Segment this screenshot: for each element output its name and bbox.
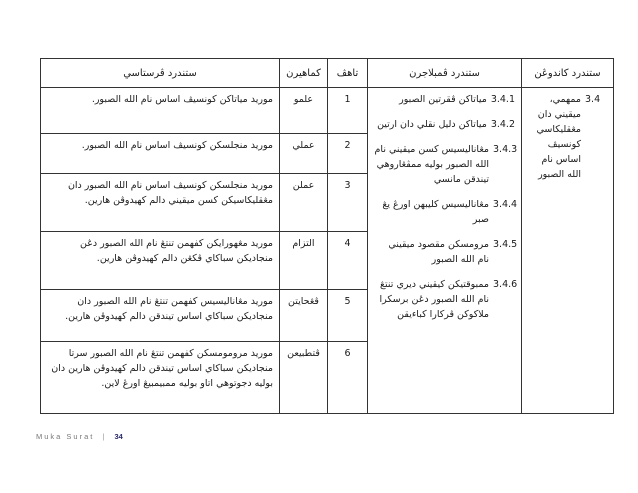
footer-label: Muka Surat — [36, 432, 95, 441]
level-cell: 5 — [328, 290, 368, 342]
sp-code: 3.4.3 — [493, 144, 518, 155]
list-item — [374, 117, 515, 132]
list-item — [374, 197, 518, 227]
page-footer — [36, 432, 123, 441]
descriptor-cell: موريد منجلسکن کونسيڤ اساس نام الله الصبور دان مڠقليکاسيکن کسن ميقيني دالم کهيدوڤن هارين. — [41, 174, 280, 232]
list-item — [374, 237, 518, 267]
descriptor-cell: موريد مرومومسکن کفهمن تنتڠ نام الله الصبور سرتا منجاديکن سباکاي اساس تيندقن دالم کهيدوڤن هارين دان بوليه دجوتوهي اتاو بوليه ممبيمبيڠ اورڠ لاين. — [41, 342, 280, 414]
list-item — [374, 142, 518, 187]
sp-code: 3.4.4 — [492, 199, 518, 210]
standard-kandungan-item — [528, 92, 607, 182]
sp-text: مياتاکن ڤقرتين الصبور — [399, 94, 487, 105]
header-standard-kandungan: ستندرد کاندوڠن — [522, 59, 614, 88]
level-cell: 3 — [328, 174, 368, 232]
header-row — [41, 59, 614, 88]
skill-cell: علمو — [280, 88, 328, 134]
list-item — [374, 277, 518, 322]
sp-code: 3.4.6 — [493, 279, 518, 290]
sp-code: 3.4.2 — [490, 119, 515, 130]
standard-kandungan-text: ممهمي، ميقيني دان مڠقليکاسي کونسيڤ اساس نام الله الصبور — [536, 94, 581, 180]
descriptor-cell: موريد منجلسکن کونسيڤ اساس نام الله الصبور. — [41, 134, 280, 174]
sp-text: ممبوقتيکن کيقيني ديري تنتڠ نام الله الصبور دڠن برسکرا ملاکوکن ڤرکارا کباءيقن — [379, 279, 489, 320]
skill-cell: ڤتطبيعن — [280, 342, 328, 414]
descriptor-cell: موريد مڠاناليسيس کفهمن تنتڠ نام الله الصبور دان منجاديکن سباکاي اساس تيندقن دالم کهيدوڤن هارين. — [41, 290, 280, 342]
footer-separator: | — [102, 432, 107, 441]
page-number: 34 — [114, 432, 123, 441]
header-tahap: تاهڤ — [328, 59, 368, 88]
sp-code: 3.4.5 — [493, 239, 518, 250]
table-row — [41, 88, 614, 134]
skill-cell: التزام — [280, 232, 328, 290]
sp-code: 3.4.1 — [490, 94, 515, 105]
sp-text: مڠاناليسيس کسن ميقيني نام الله الصبور بوليه ممڤڠاروهي تيندقن مانسي — [374, 144, 489, 185]
standard-pembelajaran-list — [374, 92, 518, 322]
sp-text: مرومسکن مقصود ميقيني نام الله الصبور — [388, 239, 489, 265]
skill-cell: ڤڠحايتن — [280, 290, 328, 342]
descriptor-cell: موريد مڠهورايکن کفهمن تنتڠ نام الله الصبور دڠن منجاديکن سباکاي ڤکڠن دالم کهيدوڤن هارين. — [41, 232, 280, 290]
level-cell: 1 — [328, 88, 368, 134]
list-item — [374, 92, 515, 107]
level-cell: 4 — [328, 232, 368, 290]
header-standard-pentaksiran: ستندرد ڤرستاسي — [41, 59, 280, 88]
descriptor-cell: موريد مياتاکن کونسيڤ اساس نام الله الصبور. — [41, 88, 280, 134]
sp-text: مڠاناليسيس کليبهن اورڠ يڠ صبر — [382, 199, 489, 225]
level-cell: 6 — [328, 342, 368, 414]
header-kemahiran: کماهيرن — [280, 59, 328, 88]
level-cell: 2 — [328, 134, 368, 174]
skill-cell: عملي — [280, 134, 328, 174]
standard-kandungan-code: 3.4 — [585, 94, 601, 105]
standard-pembelajaran-cell — [368, 88, 522, 414]
standard-kandungan-cell — [522, 88, 614, 414]
header-standard-pembelajaran: ستندرد ڤمبلاجرن — [368, 59, 522, 88]
skill-cell: عملن — [280, 174, 328, 232]
sp-text: مياتاکن دليل نقلي دان ارتين — [377, 119, 487, 130]
standards-table — [40, 58, 614, 414]
